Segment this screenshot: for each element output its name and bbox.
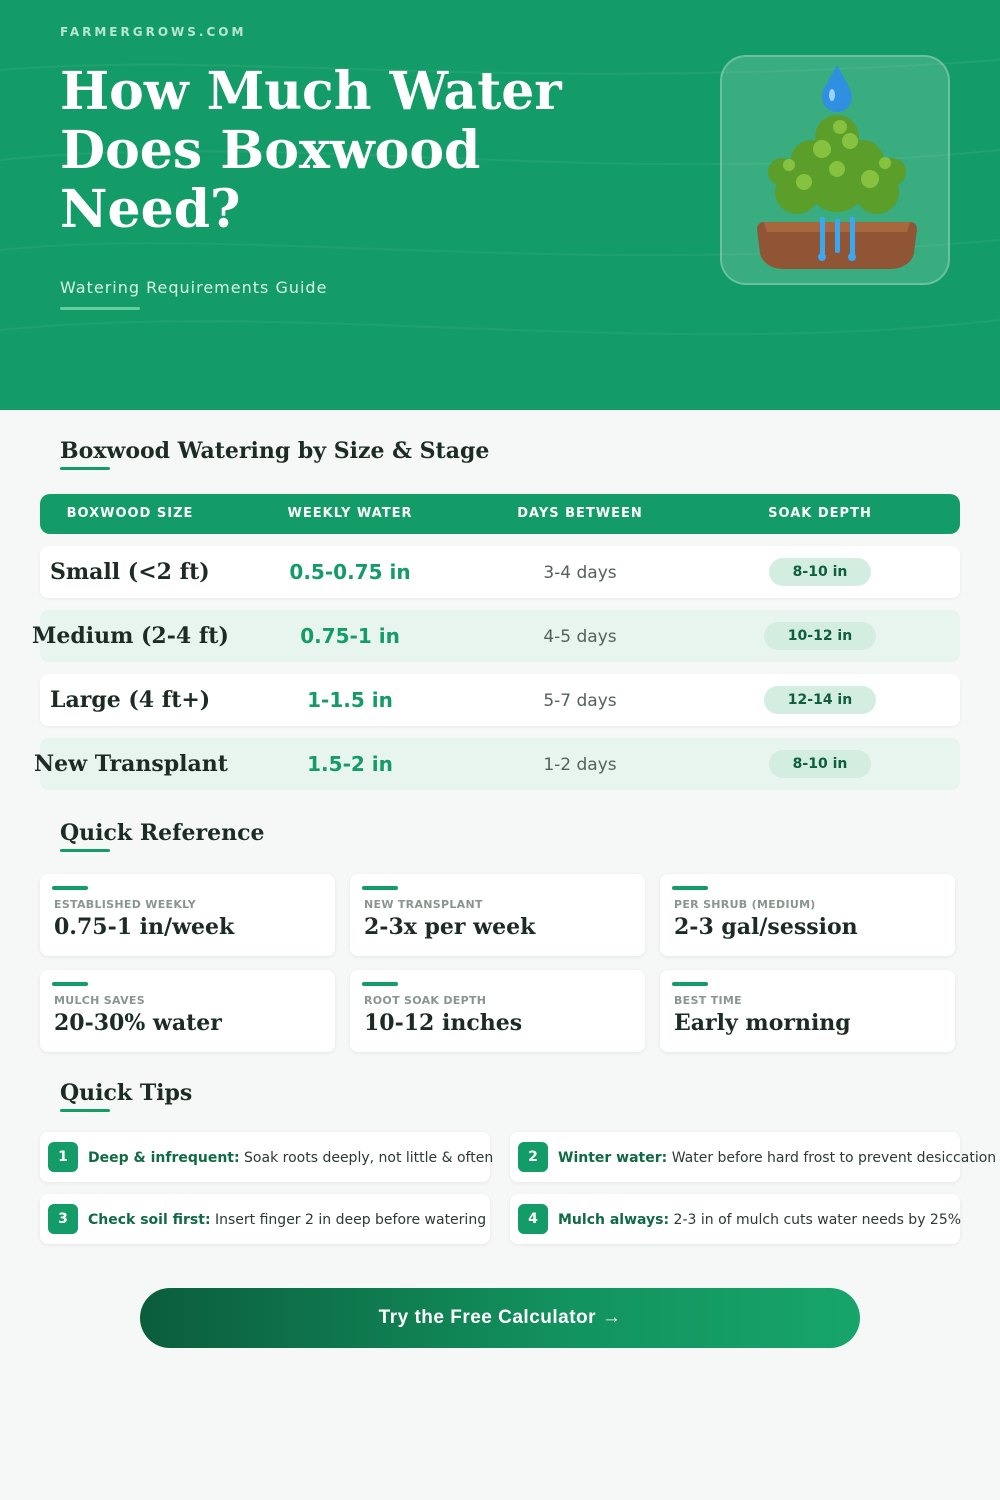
tip-number-badge: 4 <box>518 1204 548 1234</box>
tip-body: 2-3 in of mulch cuts water needs by 25% <box>669 1212 962 1228</box>
depth-badge: 12-14 in <box>764 686 876 714</box>
card-accent-bar <box>362 982 398 986</box>
depth-badge: 8-10 in <box>769 750 871 778</box>
reference-card <box>660 874 955 956</box>
tip-card <box>40 1132 494 1182</box>
reference-section-title: Quick Reference <box>60 820 265 846</box>
card-accent-bar <box>672 886 708 890</box>
cell-days: 1-2 days <box>543 755 617 775</box>
tip-heading: Winter water: <box>558 1150 668 1166</box>
table-header <box>40 494 960 534</box>
column-header-depth: SOAK DEPTH <box>768 506 872 521</box>
tip-body: Water before hard frost to prevent desiccation <box>667 1150 997 1166</box>
table-section-title: Boxwood Watering by Size & Stage <box>60 438 490 464</box>
tip-number-badge: 3 <box>48 1204 78 1234</box>
cell-size: New Transplant <box>34 751 228 777</box>
hero-header <box>0 0 1000 410</box>
tip-card <box>510 1194 960 1244</box>
tip-heading: Deep & infrequent: <box>88 1150 240 1166</box>
card-label: PER SHRUB (MEDIUM) <box>674 898 816 911</box>
card-label: BEST TIME <box>674 994 742 1007</box>
column-header-days: DAYS BETWEEN <box>517 506 643 521</box>
card-label: MULCH SAVES <box>54 994 145 1007</box>
page-subtitle: Watering Requirements Guide <box>60 278 328 297</box>
boxwood-illustration-card <box>720 55 950 285</box>
tip-heading: Check soil first: <box>88 1212 211 1228</box>
card-accent-bar <box>672 982 708 986</box>
card-accent-bar <box>52 886 88 890</box>
column-header-size: BOXWOOD SIZE <box>66 506 194 521</box>
tip-number-badge: 2 <box>518 1142 548 1172</box>
tip-text <box>558 1194 961 1246</box>
tips-section-title: Quick Tips <box>60 1080 193 1106</box>
tip-body: Soak roots deeply, not little & often <box>239 1150 494 1166</box>
card-label: ESTABLISHED WEEKLY <box>54 898 197 911</box>
reference-card <box>350 874 645 956</box>
depth-badge: 10-12 in <box>764 622 876 650</box>
cell-days: 5-7 days <box>543 691 617 711</box>
card-label: NEW TRANSPLANT <box>364 898 483 911</box>
card-value: 2-3 gal/session <box>674 914 858 940</box>
cell-size: Small (<2 ft) <box>50 559 210 585</box>
cell-weekly: 0.5-0.75 in <box>289 560 411 584</box>
table-row <box>34 738 960 790</box>
card-accent-bar <box>362 886 398 890</box>
cell-weekly: 1.5-2 in <box>307 752 393 776</box>
card-value: 10-12 inches <box>364 1010 523 1036</box>
section-underline <box>60 849 110 852</box>
tip-text <box>88 1194 486 1246</box>
boxwood-shrub-water-drop-icon <box>722 57 952 287</box>
card-label: ROOT SOAK DEPTH <box>364 994 487 1007</box>
reference-card <box>40 970 335 1052</box>
cell-weekly: 1-1.5 in <box>307 688 393 712</box>
free-calculator-button[interactable]: Try the Free Calculator → <box>140 1288 860 1348</box>
tip-card <box>40 1194 490 1244</box>
card-value: 2-3x per week <box>364 914 536 940</box>
card-accent-bar <box>52 982 88 986</box>
reference-card <box>350 970 645 1052</box>
table-row <box>32 610 960 662</box>
card-value: Early morning <box>674 1010 851 1036</box>
tip-text <box>558 1132 996 1184</box>
cell-days: 3-4 days <box>543 563 617 583</box>
table-row <box>40 546 960 598</box>
section-underline <box>60 1109 110 1112</box>
tip-heading: Mulch always: <box>558 1212 670 1228</box>
subtitle-underline <box>60 307 140 310</box>
brand-name: FARMERGROWS.COM <box>60 25 247 39</box>
cell-size: Medium (2-4 ft) <box>32 623 229 649</box>
card-value: 0.75-1 in/week <box>54 914 235 940</box>
cell-weekly: 0.75-1 in <box>300 624 400 648</box>
table-row <box>40 674 960 726</box>
tip-body: Insert finger 2 in deep before watering <box>210 1212 487 1228</box>
card-value: 20-30% water <box>54 1010 222 1036</box>
column-header-weekly: WEEKLY WATER <box>287 506 413 521</box>
section-underline <box>60 467 110 470</box>
reference-card <box>40 874 335 956</box>
reference-card <box>660 970 955 1052</box>
tip-number-badge: 1 <box>48 1142 78 1172</box>
tip-text <box>88 1132 493 1184</box>
cell-size: Large (4 ft+) <box>50 687 211 713</box>
cell-days: 4-5 days <box>543 627 617 647</box>
tip-card <box>510 1132 997 1182</box>
page-title: How Much Water Does Boxwood Need? <box>60 61 562 240</box>
depth-badge: 8-10 in <box>769 558 871 586</box>
